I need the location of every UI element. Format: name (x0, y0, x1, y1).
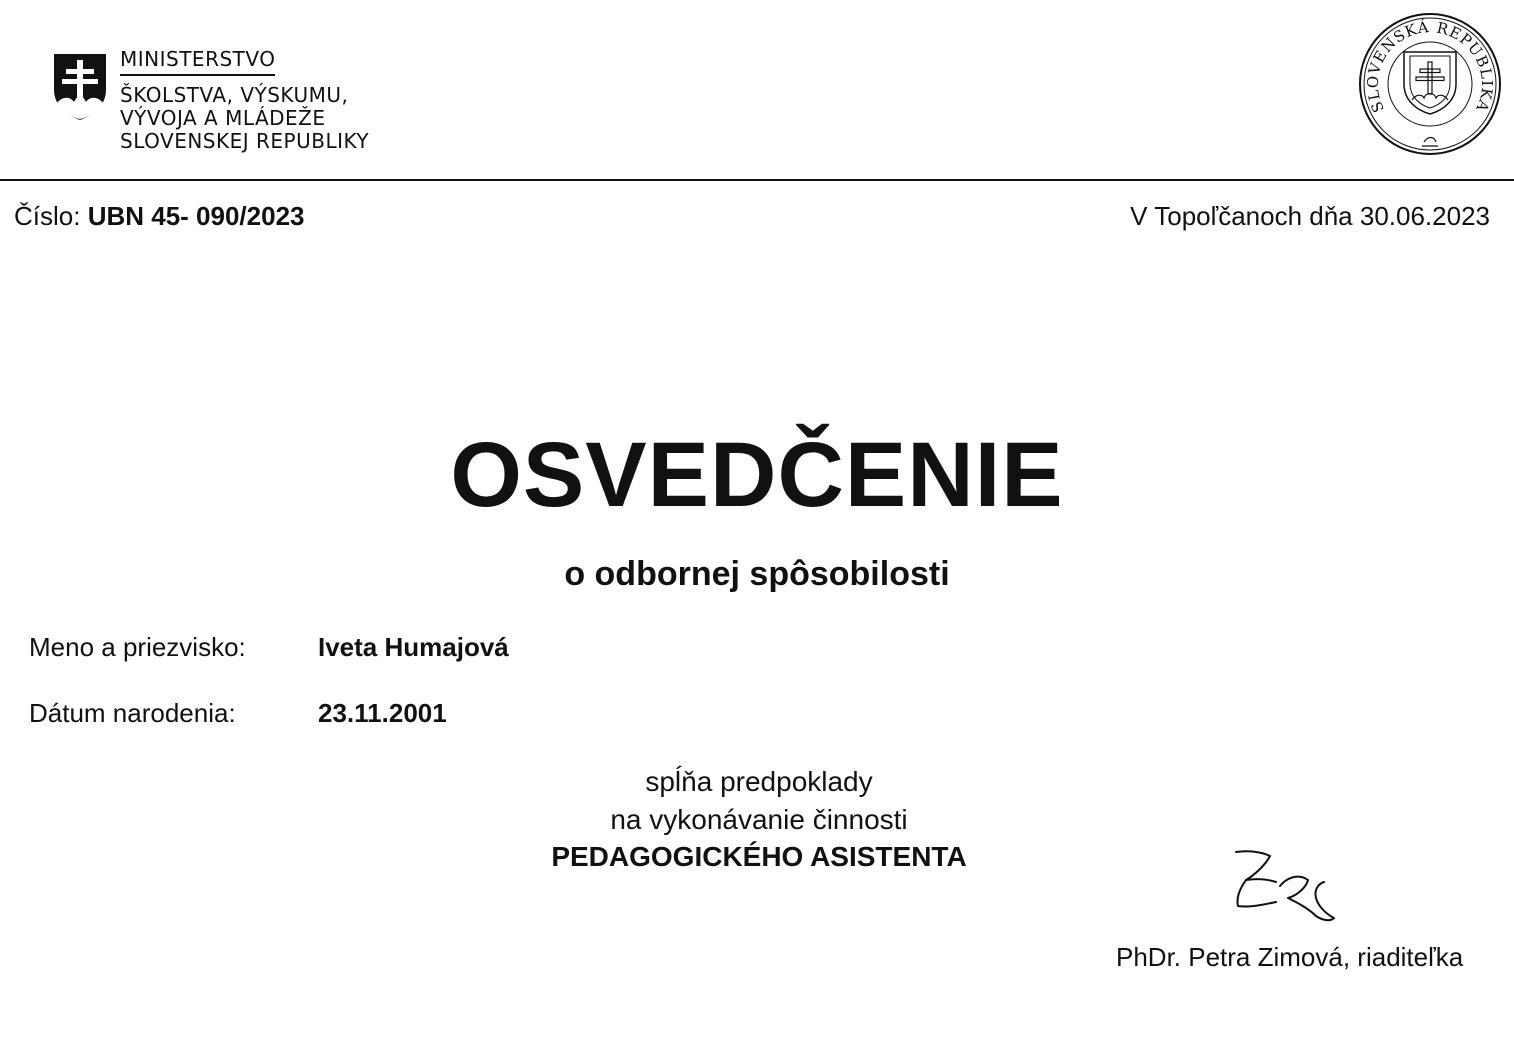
header-divider (0, 179, 1514, 181)
statement-line-1: spĺňa predpoklady (645, 766, 873, 797)
certificate-title: OSVEDČENIE (450, 424, 1064, 526)
ministry-name-line-3: VÝVOJA A MLÁDEŽE (120, 106, 326, 130)
birthdate-label: Dátum narodenia: (29, 698, 236, 728)
ministry-name-line-1: MINISTERSTVO (120, 48, 275, 76)
name-label: Meno a priezvisko: (29, 632, 246, 662)
ministry-name (120, 48, 369, 153)
certificate-subtitle: o odbornej spôsobilosti (564, 555, 950, 593)
state-seal-icon (1358, 12, 1502, 156)
name-value: Iveta Humajová (318, 632, 509, 662)
ministry-coat-of-arms-icon (52, 52, 108, 122)
signatory-name: PhDr. Petra Zimová, riaditeľka (1116, 942, 1464, 972)
place-and-date: V Topoľčanoch dňa 30.06.2023 (1130, 201, 1490, 231)
handwritten-signature (1226, 846, 1342, 928)
document-number-value: UBN 45- 090/2023 (87, 201, 305, 231)
document-number-label: Číslo: (14, 201, 88, 231)
qualification-name: PEDAGOGICKÉHO ASISTENTA (551, 841, 967, 872)
ministry-name-line-4: SLOVENSKEJ REPUBLIKY (120, 129, 370, 153)
seal-text: SLOVENSKÁ REPUBLIKA (1363, 18, 1497, 116)
statement-line-2: na vykonávanie činnosti (610, 804, 908, 835)
birthdate-value: 23.11.2001 (318, 698, 447, 728)
document-number (14, 201, 305, 232)
ministry-name-line-2: ŠKOLSTVA, VÝSKUMU, (120, 83, 349, 107)
